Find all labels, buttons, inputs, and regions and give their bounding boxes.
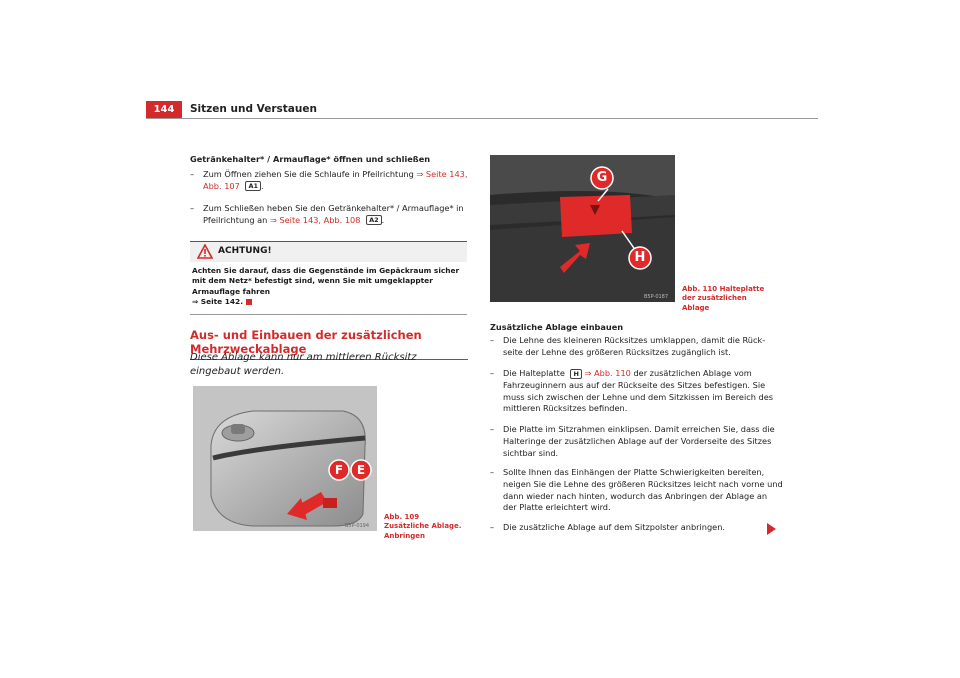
figure-label-e: E [356,463,366,477]
callout-badge: A1 [245,181,261,191]
next-page-arrow-icon[interactable] [767,523,776,535]
dash: – [490,368,495,378]
subheading-install: Zusätzliche Ablage einbauen [490,322,624,332]
dash: – [490,467,495,477]
step-text: Die zusätzliche Ablage auf dem Sitzpolster anbringen. [503,522,726,532]
figure-109-image [193,386,377,531]
figure-110-image [490,155,675,302]
right-step-2 [490,368,783,415]
figure-code: B5P-0187 [644,294,669,300]
step-text-pre: Die Halteplatte [503,368,565,378]
page-number: 144 [146,101,182,118]
right-step-4 [490,467,783,514]
warning-reference-link[interactable]: Seite 142. [200,297,244,307]
warning-text [190,262,467,314]
figure-code: B5P-0194 [345,523,370,529]
end-marker-icon [246,299,252,305]
warning-triangle-icon [197,244,213,259]
arrow-glyph: ⇒ [192,297,199,307]
cross-reference-link[interactable]: Seite 143, Abb. 107 [203,169,468,191]
left-step-1 [190,169,483,193]
armrest-storage-illustration [193,386,377,531]
arrow-glyph: ⇒ [269,214,277,225]
figure-109-caption: Abb. 109 Zusätzliche Ablage. Anbringen [384,513,462,540]
dash: – [490,522,495,532]
subheading-cupholder: Getränkehalter* / Armauflage* öffnen und schließen [190,154,431,164]
callout-badge: A2 [366,215,382,225]
chapter-title: Sitzen und Verstauen [190,103,317,115]
step-text: Sollte Ihnen das Einhängen der Platte Schwierigkeiten bereiten, neigen Sie die Lehne des größeren Rücksitzes leicht nach vorne und dann wieder nach hinten, wodurch das Anbringen der Ablage an der Platte erleichtert wird. [503,467,783,513]
right-step-3 [490,424,783,459]
figure-110-caption: Abb. 110 Halteplatte der zusätzlichen Ablage [682,285,765,312]
warning-box [190,241,467,315]
step-text: Die Platte im Sitzrahmen einklipsen. Damit erreichen Sie, dass die Halteringe der zusätzlichen Ablage auf der Vorderseite des Sitzes sichtbar sind. [503,424,775,458]
right-step-5 [490,522,783,534]
section-title: Aus- und Einbauen der zusätzlichen Mehrzweckablage [190,328,468,360]
header-rule [146,118,818,119]
figure-label-g: G [596,170,608,185]
dash: – [490,424,495,434]
retaining-plate-illustration [490,155,675,302]
cross-reference-link[interactable]: Abb. 110 [594,368,631,378]
step-text: der zusätzlichen Ablage vom Fahrzeuginnern aus auf der Rückseite des Sitzes befestigen. Sie muss sich zwischen der Lehne und dem Sitzkissen im Bereich des mittleren Rücksitzes befinden. [503,368,774,414]
punctuation: . [261,180,264,191]
right-step-1 [490,335,783,359]
punctuation: . [381,214,385,225]
figure-label-h: H [634,250,646,265]
arrow-glyph: ⇒ [416,169,424,179]
warning-title: ACHTUNG! [218,246,272,256]
dash: – [490,335,495,345]
callout-badge: H [570,369,581,379]
figure-label-f: F [334,463,344,477]
section-lead: Diese Ablage kann nur am mittleren Rücksitz eingebaut werden. [190,352,417,377]
step-text: Zum Schließen heben Sie den Getränkehalter* / Armauflage* in Pfeilrichtung an [203,203,464,225]
warning-body: Achten Sie darauf, dass die Gegenstände im Gepäckraum sicher mit dem Netz* befestigt sind, wenn Sie mit umgeklappter Armauflage fahren [192,266,460,296]
warning-header [190,242,467,262]
left-step-2 [190,203,483,227]
dash: – [190,169,195,179]
step-text: Zum Öffnen ziehen Sie die Schlaufe in Pfeilrichtung [203,169,414,179]
dash: – [190,203,195,213]
cross-reference-link[interactable]: Seite 143, Abb. 108 [279,214,361,225]
arrow-glyph: ⇒ [584,368,592,378]
step-text: Die Lehne des kleineren Rücksitzes umklappen, damit die Rück-seite der Lehne des größeren Rücksitzes zugänglich ist. [503,335,766,357]
